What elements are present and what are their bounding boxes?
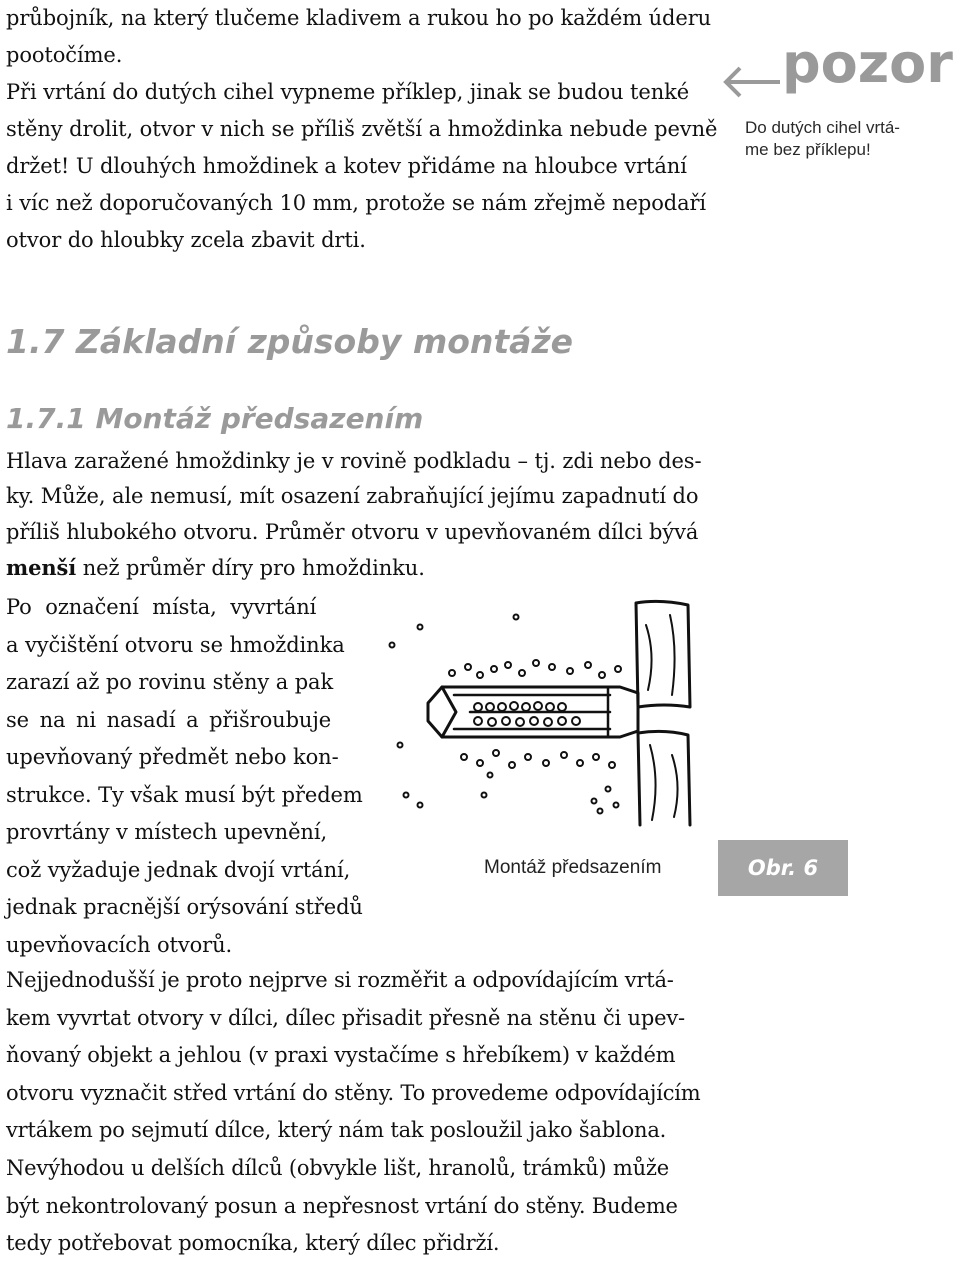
section-heading: 1.7 Základní způsoby montáže	[6, 322, 574, 361]
text-line: tedy potřebovat pomocníka, který dílec přidrží.	[6, 1231, 500, 1256]
pozor-note-line: me bez příklepu!	[745, 140, 871, 159]
text-line: Po označení místa, vyvrtání	[6, 595, 317, 619]
arrow-left-icon	[726, 68, 780, 96]
text-line	[6, 550, 701, 586]
subsection-heading: 1.7.1 Montáž předsazením	[6, 402, 424, 435]
text-line: držet! U dlouhých hmoždinek a kotev přidáme na hloubce vrtání	[6, 154, 687, 178]
pozor-callout	[722, 26, 960, 106]
text-line: Nevýhodou u delších dílců (obvykle lišt, hranolů, trámků) může	[6, 1155, 670, 1180]
text-line: ňovaný objekt a jehlou (v praxi vystačíme s hřebíkem) v každém	[6, 1043, 676, 1068]
text-line: kem vyvrtat otvory v dílci, dílec přisadit přesně na stěnu či upev-	[6, 1005, 685, 1030]
text-line: Hlava zaražené hmoždinky je v rovině podkladu – tj. zdi nebo des-	[6, 449, 702, 473]
text-line: Při vrtání do dutých cihel vypneme příklep, jinak se budou tenké	[6, 80, 690, 104]
paragraph-mounting-steps	[6, 589, 363, 964]
pozor-label: pozor	[782, 32, 953, 95]
pozor-note	[745, 117, 900, 161]
wood-board-bottom	[638, 731, 690, 825]
text-span: než průměr díry pro hmoždinku.	[76, 556, 425, 581]
paragraph-template-method	[6, 962, 701, 1263]
pozor-note-line: Do dutých cihel vrtá-	[745, 118, 900, 137]
text-line: být nekontrolovaný posun a nepřesnost vrtání do stěny. Budeme	[6, 1193, 678, 1218]
emphasis-text: menší	[6, 555, 77, 581]
text-line: vrtákem po sejmutí dílce, který nám tak posloužil jako šablona.	[6, 1118, 667, 1143]
text-line: upevňovacích otvorů.	[6, 932, 233, 957]
text-line: otvor do hloubky zcela zbavit drti.	[6, 228, 366, 252]
text-line: provrtány v místech upevnění,	[6, 820, 328, 844]
paragraph-head-position	[6, 444, 701, 587]
figure-caption: Montáž předsazením	[484, 857, 662, 878]
text-line: zarazí až po rovinu stěny a pak	[6, 670, 334, 694]
text-line: průbojník, na který tlučeme kladivem a rukou ho po každém úderu	[6, 6, 712, 30]
text-line: i víc než doporučovaných 10 mm, protože se nám zřejmě nepodaří	[6, 191, 707, 215]
intro-paragraph	[6, 0, 717, 259]
wood-board-top	[636, 601, 690, 707]
text-line: příliš hlubokého otvoru. Průměr otvoru v upevňovaném dílci bývá	[6, 519, 699, 544]
text-line: pootočíme.	[6, 43, 123, 67]
drill-dust	[390, 615, 622, 814]
text-line: Nejjednodušší je proto nejprve si rozměřit a odpovídajícím vrtá-	[6, 968, 674, 992]
text-line: jednak pracnější orýsování středů	[6, 895, 363, 919]
text-line: strukce. Ty však musí být předem	[6, 782, 363, 807]
text-line: ky. Může, ale nemusí, mít osazení zabraňující jejímu zapadnutí do	[6, 484, 699, 509]
text-line: stěny drolit, otvor v nich se příliš zvětší a hmoždinka nebude pevně	[6, 117, 718, 141]
text-line: což vyžaduje jednak dvojí vrtání,	[6, 857, 351, 882]
figure-label: Obr. 6	[718, 840, 848, 896]
text-line: otvoru vyznačit střed vrtání do stěny. To provedeme odpovídajícím	[6, 1080, 701, 1105]
text-line: se na ni nasadí a přišroubuje	[6, 707, 332, 732]
text-line: upevňovaný předmět nebo kon-	[6, 745, 339, 769]
dowel-illustration	[380, 595, 700, 840]
text-line: a vyčištění otvoru se hmoždinka	[6, 632, 345, 657]
